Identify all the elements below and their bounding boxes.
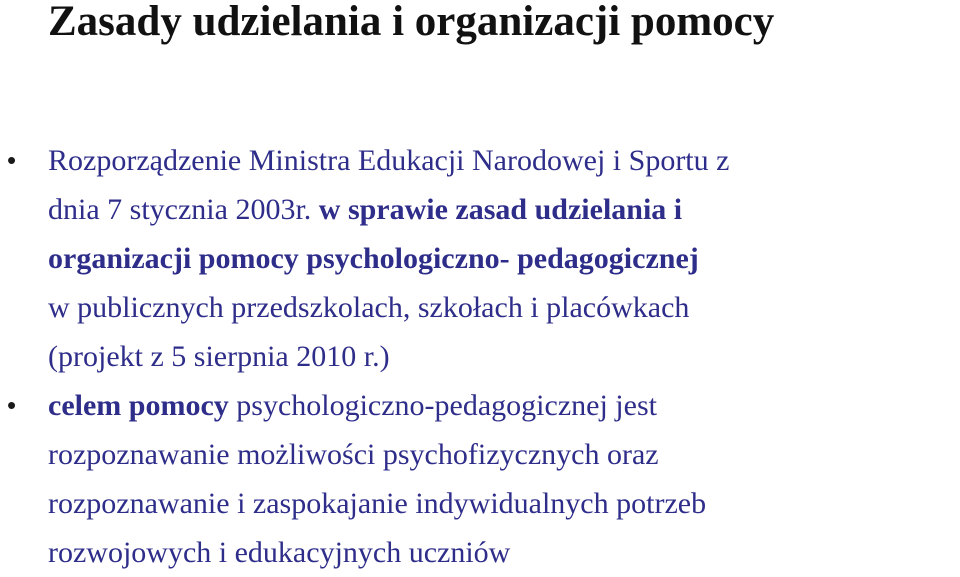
goal-heading: celem pomocy: [48, 389, 229, 422]
bullet-line: [48, 430, 960, 479]
goal-text-cont: rozpoznawanie i zaspokajanie indywidualnych potrzeb: [48, 487, 707, 520]
regulation-name: Rozporządzenie Ministra Edukacji Narodowej i Sportu z: [48, 144, 730, 177]
goal-text-cont: rozpoznawanie możliwości psychofizycznych oraz: [48, 438, 659, 471]
bullet-item-regulation: [0, 136, 960, 381]
regulation-subject-cont: organizacji pomocy psychologiczno- pedagogicznej: [48, 242, 699, 275]
bullet-line: [48, 136, 960, 185]
bullet-list: [0, 136, 960, 577]
bullet-line: [48, 283, 960, 332]
bullet-line: [48, 234, 960, 283]
bullet-line: [48, 381, 960, 430]
goal-text-cont: rozwojowych i edukacyjnych uczniów: [48, 536, 511, 569]
bullet-line: [48, 479, 960, 528]
bullet-line: [48, 185, 960, 234]
regulation-subject: w sprawie zasad udzielania i: [318, 193, 683, 226]
bullet-marker: •: [7, 390, 17, 420]
bullet-item-goal: [0, 381, 960, 577]
regulation-project-note: (projekt z 5 sierpnia 2010 r.): [48, 340, 390, 373]
bullet-line: [48, 528, 960, 577]
bullet-line: [48, 332, 960, 381]
slide-title: Zasady udzielania i organizacji pomocy: [48, 0, 775, 45]
goal-text: psychologiczno-pedagogicznej jest: [228, 389, 657, 422]
regulation-date: dnia 7 stycznia 2003r.: [48, 193, 319, 226]
bullet-marker: •: [7, 145, 17, 175]
regulation-scope: w publicznych przedszkolach, szkołach i placówkach: [48, 291, 690, 324]
